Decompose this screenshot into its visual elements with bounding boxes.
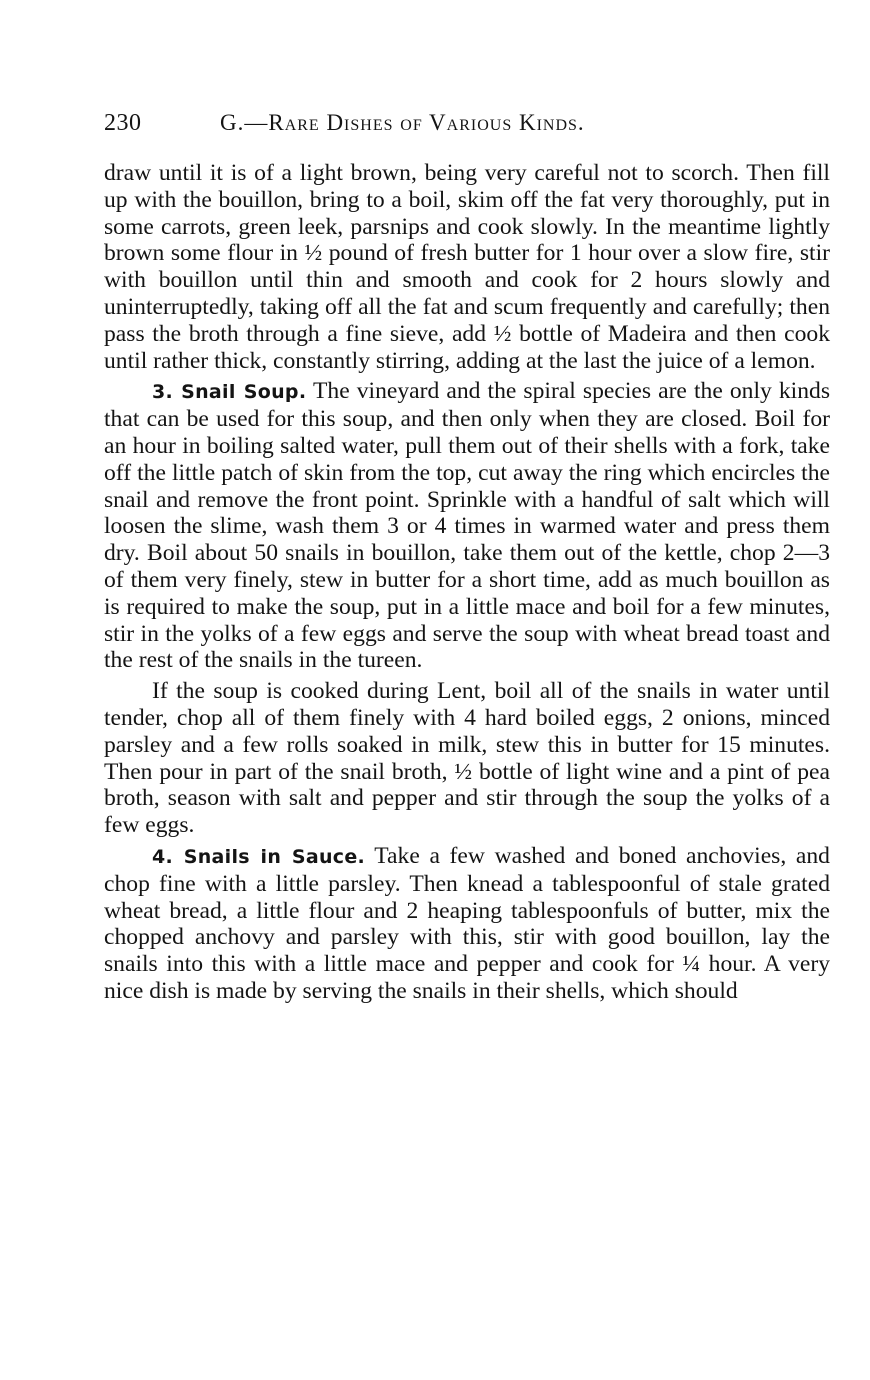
paragraph-text: If the soup is cooked during Lent, boil all of the snails in water until tender, chop all of them finely with 4 hard boiled eggs, 2 onions, minced parsley and a few rolls soaked in milk, stew this in butter for 15 minutes. Then pour in part of the snail broth, ½ bottle of light wine and a pint of pea broth, season with salt and pepper and stir through the soup the yolks of a few eggs.	[104, 678, 830, 839]
paragraph-text: Take a few washed and boned anchovies, and chop fine with a little parsley. Then knead a tablespoonful of stale grated wheat bread, a little flour and 2 heaping tablespoonfuls of butter, mix the chopped anchovy and parsley with this, stir with good bouillon, lay the snails into this with a little mace and pepper and cook for ¼ hour. A very nice dish is made by serving the snails in their shells, which should	[104, 842, 830, 1004]
recipe-heading: 4. Snails in Sauce.	[152, 845, 366, 868]
paragraph-text: draw until it is of a light brown, being very careful not to scorch. Then fill up with the bouillon, bring to a boil, skim off the fat very thoroughly, put in some carrots, green leek, parsnips and cook slowly. In the meantime lightly brown some flour in ½ pound of fresh butter for 1 hour over a slow fire, stir with bouillon until thin and smooth and cook for 2 hours slowly and uninterruptedly, taking off all the fat and scum frequently and carefully; then pass the broth through a fine sieve, add ½ bottle of Madeira and then cook until rather thick, constantly stirring, adding at the last the juice of a lemon.	[104, 160, 830, 374]
recipe-heading: 3. Snail Soup.	[152, 381, 307, 404]
paragraph-continuation	[104, 160, 830, 374]
paragraph-lent-variation	[104, 678, 830, 839]
book-page	[104, 110, 830, 1005]
recipe-snails-in-sauce	[104, 843, 830, 1005]
page-header	[104, 110, 830, 146]
paragraph-text: The vineyard and the spiral species are the only kinds that can be used for this soup, and then only when they are closed. Boil for an hour in boiling salted water, pull them out of their shells with a fork, take off the little patch of skin from the top, cut away the ring which encircles the snail and remove the front point. Sprinkle with a handful of salt which will loosen the slime, wash them 3 or 4 times in warmed water and press them dry. Boil about 50 snails in bouillon, take them out of the kettle, chop 2—3 of them very finely, stew in butter for a short time, add as much bouillon as is required to make the soup, put in a little mace and boil for a few minutes, stir in the yolks of a few eggs and serve the soup with wheat bread toast and the rest of the snails in the tureen.	[104, 378, 830, 674]
recipe-snail-soup	[104, 378, 830, 674]
running-head: G.—Rare Dishes of Various Kinds.	[220, 110, 585, 135]
page-number: 230	[104, 110, 142, 136]
